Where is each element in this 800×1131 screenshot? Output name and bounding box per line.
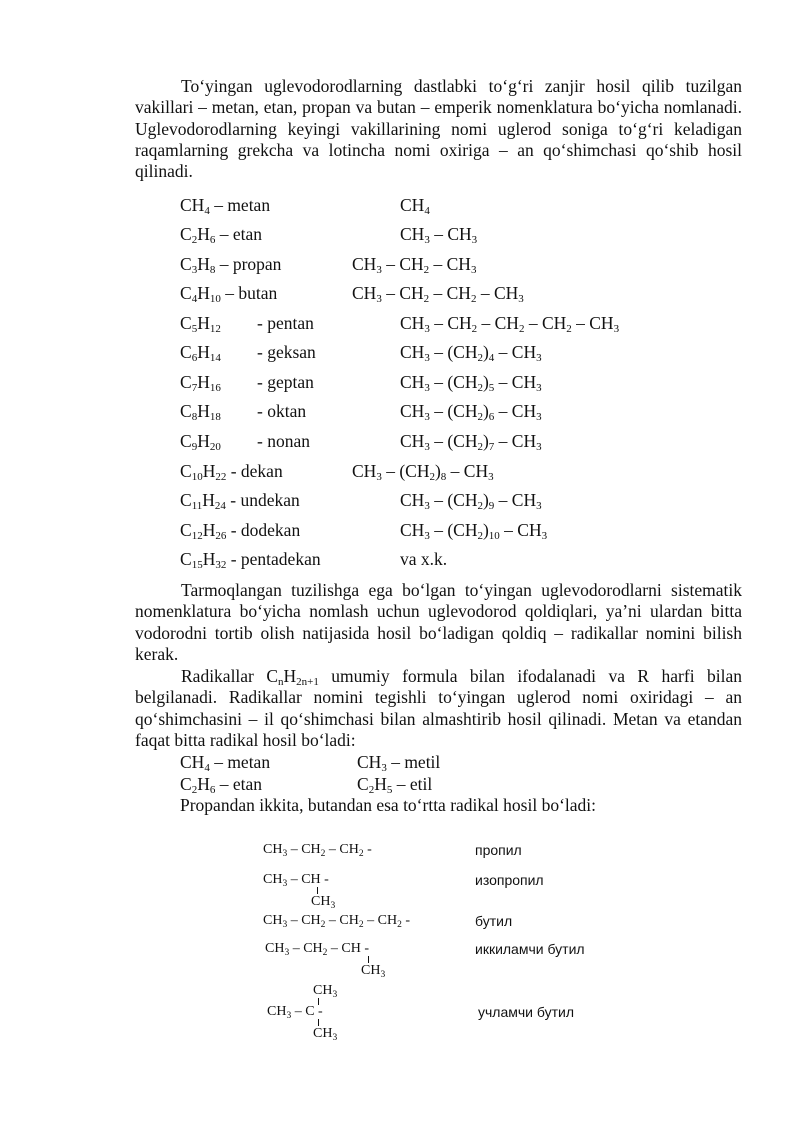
alkane-formula: $C_{12}H_{26}$ - dodekan (180, 520, 301, 542)
alkane-structure: va x.k. (400, 549, 448, 569)
alkane-formula: $CH_4$ – metan (180, 195, 271, 217)
radical-label: пропил (475, 842, 522, 858)
alkane-formula: $C_4H_{10}$ – butan (180, 283, 278, 305)
bond-line (318, 1019, 319, 1026)
radical-label: изопропил (475, 872, 544, 888)
alkane-name: - oktan (257, 401, 307, 421)
radical-branch: $CH_3$ (313, 983, 338, 1000)
radical-label: бутил (475, 913, 513, 929)
alkane-name: - nonan (257, 431, 310, 451)
radicals-paragraph: Radikallar $C_nH_{2n+1}$ umumiy formula bilan ifodalanadi va R harfi bilan belgilanadi. Radikallar nomini tegishli to‘yingan uglerod nomi oxiridagi – an qo‘shimchasini – il qo‘shimchasi bilan almashtirib hosil qilinadi. Metan va etandan faqat bitta radikal hosil bo‘ladi: (135, 666, 743, 750)
alkane-structure: $CH_3 - (CH_2)_{10} - CH_3$ (400, 520, 548, 542)
alkane-formula: $C_3H_8$ – propan (180, 254, 282, 276)
alkane-name: - geksan (257, 342, 316, 362)
propane-butane-line: Propandan ikkita, butandan esa to‘rtta radikal hosil bo‘ladi: (180, 795, 597, 815)
alkane-structure: $CH_3 - CH_2 - CH_2 - CH_3$ (352, 283, 524, 305)
alkane-structure: $CH_3 - (CH_2)_5 - CH_3$ (400, 372, 542, 394)
alkane-formula: $C_8H_{18}$ (180, 401, 221, 423)
bond-line (317, 887, 318, 894)
radical-formula: $CH_3$ – CH - (263, 872, 329, 889)
bond-line (368, 956, 369, 963)
alkane-structure: $CH_3 - CH_3$ (400, 224, 478, 246)
radical-name: $CH_3$ – metil (357, 752, 441, 774)
radical-formula: $CH_3 - CH_2$ – CH - (265, 941, 370, 958)
radical-name: $C_2H_5$ – etil (357, 774, 433, 796)
parent-alkane: $CH_4$ – metan (180, 752, 271, 774)
alkane-formula: $C_7H_{16}$ (180, 372, 221, 394)
alkane-structure: $CH_3 - CH_2 - CH_2 - CH_2 - CH_3$ (400, 313, 620, 335)
radical-branch: $CH_3$ (313, 1026, 338, 1043)
alkane-structure: $CH_3 - (CH_2)_4 - CH_3$ (400, 342, 542, 364)
radical-formula: $CH_3$ – C - (267, 1004, 323, 1021)
alkane-name: - geptan (257, 372, 314, 392)
alkane-formula: $C_{10}H_{22}$ - dekan (180, 461, 283, 483)
alkane-formula: $C_6H_{14}$ (180, 342, 221, 364)
intro-paragraph: To‘yingan uglevodorodlarning dastlabki to‘g‘ri zanjir hosil qilib tuzilgan vakillari – metan, etan, propan va butan – emperik nomenklatura bo‘yicha nomlanadi. Uglevodorodlarning keyingi vakillarining nomi uglerod soniga to‘g‘ri keladigan raqamlarning grekcha va lotincha nomi oxiriga – an qo‘shimchasi qo‘shib hosil qilinadi. (135, 76, 742, 182)
parent-alkane: $C_2H_6$ – etan (180, 774, 262, 796)
alkane-structure: $CH_4$ (400, 195, 430, 217)
radical-formula: $CH_3 - CH_2 - CH_2$ - (263, 842, 372, 859)
radical-label: учламчи бутил (478, 1004, 574, 1020)
alkane-structure: $CH_3 - (CH_2)_9 - CH_3$ (400, 490, 542, 512)
alkane-name: - pentan (257, 313, 314, 333)
alkane-formula: $C_2H_6$ – etan (180, 224, 262, 246)
alkane-structure: $CH_3 - (CH_2)_7 - CH_3$ (400, 431, 542, 453)
alkane-structure: $CH_3 - CH_2 - CH_3$ (352, 254, 477, 276)
alkane-formula: $C_9H_{20}$ (180, 431, 221, 453)
alkane-structure: $CH_3 - (CH_2)_8 - CH_3$ (352, 461, 494, 483)
alkane-formula: $C_{11}H_{24}$ - undekan (180, 490, 300, 512)
radical-branch: $CH_3$ (361, 963, 386, 980)
radical-formula: $CH_3 - CH_2 - CH_2 - CH_2$ - (263, 913, 410, 930)
alkane-formula: $C_{15}H_{32}$ - pentadekan (180, 549, 321, 571)
radical-branch: $CH_3$ (311, 894, 336, 911)
radical-label: иккиламчи бутил (475, 941, 585, 957)
alkane-structure: $CH_3 - (CH_2)_6 - CH_3$ (400, 401, 542, 423)
alkane-formula: $C_5H_{12}$ (180, 313, 221, 335)
branched-paragraph: Tarmoqlangan tuzilishga ega bo‘lgan to‘yingan uglevodorodlarni sistematik nomenklatura bo‘yicha nomlash uchun uglevodorod qoldiqlari, ya’ni ulardan bitta vodorodni tortib olish natijasida hosil bo‘ladigan qoldiq – radikallar nomini bilish kerak. (135, 580, 742, 664)
